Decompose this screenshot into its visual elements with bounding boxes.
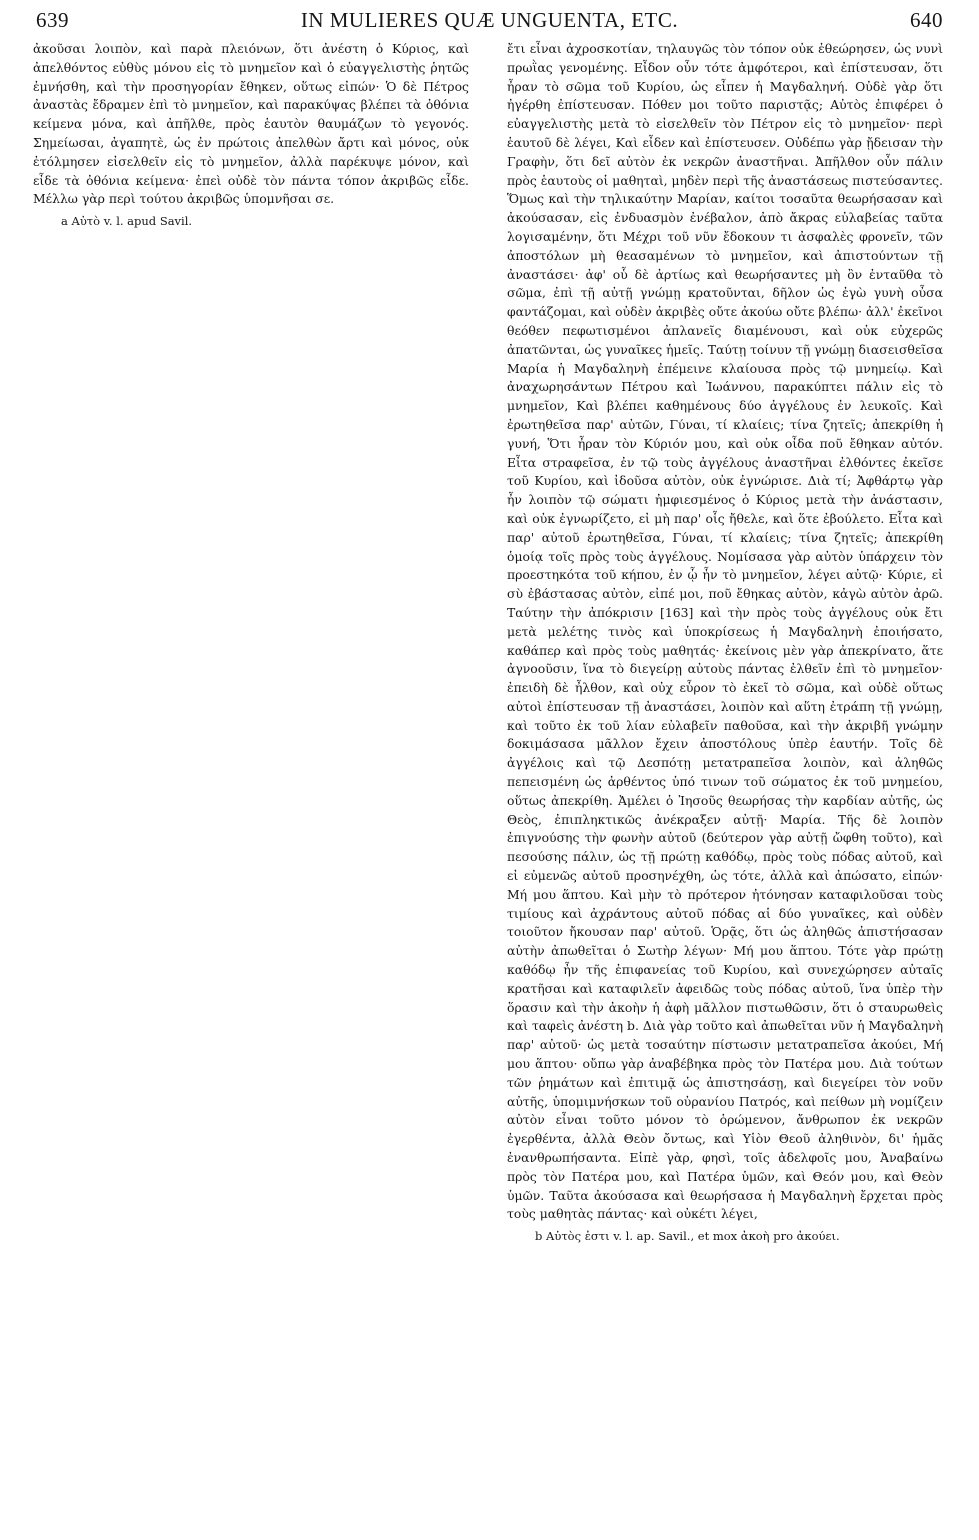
running-header: [36, 8, 943, 40]
paragraph: ἔτι εἶναι ἀχροσκοτίαν, τηλαυγῶς τὸν τόπον οὐκ ἐθεώρησεν, ὡς νυνὶ πρωῒας γενομένης. Εἶδον οὖν τότε ἀμφότεροι, καὶ ἐπίστευσαν, ὅτι ἦραν τὸ σῶμα τοῦ Κυρίου, ὡς εἶπεν ἡ Μαγδαληνή. Οὐδὲ γὰρ ὅτι ἠγέρθη ἐπίστευσαν. Πόθεν μοι τοῦτο παριστᾷς; Αὐτὸς ἐπιφέρει ὁ εὐαγγελιστὴς μετὰ τὸ εἰσελθεῖν τὸν Πέτρον εἰς τὸ μνημεῖον· περὶ ἑαυτοῦ δὲ λέγει, Καὶ εἶδεν καὶ ἐπίστευσεν. Οὐδέπω γὰρ ᾔδεισαν τὴν Γραφὴν, ὅτι δεῖ αὐτὸν ἐκ νεκρῶν ἀναστῆναι. Ἀπῆλθον οὖν πάλιν πρὸς ἑαυτοὺς οἱ μαθηταὶ, μηδὲν περὶ τῆς ἀναστάσεως πιστεύσαντες. Ὅμως καὶ τὴν τηλικαύτην Μαρίαν, καίτοι τοσαῦτα θεωρήσασαν καὶ ἀκούσασαν, εἰς ἐνδυασμὸν ἐνέβαλον, ἀπὸ ἄκρας εὐλαβείας ταῦτα λογισαμένην, ὅτι Μέχρι τοῦ νῦν ἔδοκουν τι ἀσφαλὲς φρονεῖν, τῶν ἀποστόλων μὴ θεασαμένων τὸ μνημεῖον, καὶ ἀπιστούντων τῇ ἀναστάσει· ἀφ' οὗ δὲ ἀρτίως καὶ θεωρήσαντες μὴ ὂν ἐνταῦθα τὸ σῶμα, ἐπὶ τῇ αὐτῇ γνώμῃ κρατοῦνται, δῆλον ὡς ἐγὼ γυνὴ οὖσα φαντάζομαι, καὶ οὐδὲν ἀκριβὲς οὔτε ἀκούω οὔτε βλέπω· ἀλλ' ἐκεῖνοι θεόθεν πεφωτισμένοι ἀπλανεῖς διαμένουσι, καὶ οὐκ εὐχερῶς ἀπατῶνται, ὡς γυναῖκες ἡμεῖς. Ταύτῃ τοίνυν τῇ γνώμῃ διασεισθεῖσα Μαρία ἡ Μαγδαληνὴ ἐπέμεινε κλαίουσα πρὸς τῷ μνημείῳ. Καὶ ἀναχωρησάντων Πέτρου καὶ Ἰωάννου, παρακύπτει πάλιν εἰς τὸ μνημεῖον, Καὶ βλέπει καθημένους δύο ἀγγέλους ἐν λευκοῖς. Καὶ ἐρωτηθεῖσα παρ' αὐτῶν, Γύναι, τί κλαίεις; τίνα ζητεῖς; ἀπεκρίθη ἡ γυνή, Ὅτι ἦραν τὸν Κύριόν μου, καὶ οὐκ οἶδα ποῦ ἔθηκαν αὐτόν. Εἶτα στραφεῖσα, ἐν τῷ τοὺς ἀγγέλους ἀναστῆναι ἐλθόντες ἐκεῖσε τοῦ Κυρίου, καὶ ἰδοῦσα αὐτὸν, οὐκ ἐγνώρισε. Διὰ τί; Ἀφθάρτῳ γὰρ ἦν λοιπὸν τῷ σώματι ἠμφιεσμένος ὁ Κύριος μετὰ τὴν ἀνάστασιν, καὶ οὐκ ἐγνωρίζετο, εἰ μὴ παρ' οἷς ἤθελε, καὶ ὅτε ἐβούλετο. Εἶτα καὶ παρ' αὐτοῦ ἐρωτηθεῖσα, Γύναι, τί κλαίεις; τίνα ζητεῖς; ἀπεκρίθη ὁμοίᾳ τοῖς πρὸς τοὺς ἀγγέλους. Νομίσασα γὰρ αὐτὸν ὑπάρχειν τὸν προεστηκότα τοῦ κήπου, ἐν ᾧ ἦν τὸ μνημεῖον, λέγει αὐτῷ· Κύριε, εἰ σὺ ἐβάστασας αὐτὸν, εἰπέ μοι, ποῦ ἔθηκας αὐτὸν, κἀγὼ αὐτὸν ἀρῶ. Ταύτην τὴν ἀπόκρισιν [163] καὶ τὴν πρὸς τοὺς ἀγγέλους οὐκ ἔτι μετὰ μελέτης τινὸς καὶ ὑποκρίσεως ἡ Μαγδαληνὴ ἐποιήσατο, καθάπερ καὶ πρὸς τοὺς μαθητάς· ἐκείνοις μὲν γὰρ ἀπεκρίνατο, ἅτε ἀγνοοῦσιν, ἵνα τὸ διεγείρῃ αὐτοὺς πάντας ἐλθεῖν ἐπὶ τὸ μνημεῖον· ἐπειδὴ δὲ ἦλθον, καὶ οὐχ εὗρον τὸ ἐκεῖ τὸ σῶμα, καὶ οὐδὲ οὕτως αὐτοὶ ἐπίστευσαν τῇ ἀναστάσει, λοιπὸν καὶ αὕτη ἐτράπη τῇ γνώμῃ, καὶ τοῦτο ἐκ τοῦ λίαν εὐλαβεῖν παθοῦσα, καὶ τὴν ἀκριβῆ γνώμην δοκιμάσασα μᾶλλον ἔχειν ἀποστόλους ὑπὲρ ἑαυτήν. Τοῖς δὲ ἀγγέλοις καὶ τῷ Δεσπότῃ μετατραπεῖσα λοιπὸν, καὶ ἀληθῶς πεπεισμένη ὡς ἀρθέντος ὑπό τινων τοῦ σώματος ἐκ τοῦ μνημείου, οὕτως ἀπεκρίθη. Ἀμέλει ὁ Ἰησοῦς θεωρήσας τὴν καρδίαν αὐτῆς, ὡς Θεὸς, ἐπιπληκτικῶς ἀνέκραξεν αὐτῇ· Μαρία. Τῆς δὲ λοιπὸν ἐπιγνούσης τὴν φωνὴν αὐτοῦ (δεύτερον γὰρ αὐτῇ ὤφθη τοῦτο), καὶ πεσούσης πάλιν, ὡς τῇ πρώτῃ καθόδῳ, πρὸς τοὺς πόδας αὐτοῦ, καὶ εἰ εὐμενῶς αὐτοῦ προσηνέχθη, ὡς τότε, ἀλλὰ καὶ ἀπώσατο, εἰπών· Μή μου ἅπτου. Καὶ μὴν τὸ πρότερον ἠτόνησαν καταφιλοῦσαι τοὺς τιμίους καὶ ἀχράντους αὐτοῦ πόδας αἱ δύο γυναῖκες, καὶ οὐδὲν τοιοῦτον ἤκουσαν παρ' αὐτοῦ. Ὁρᾷς, ὅτι ὡς ἀληθῶς ἀπιστήσασαν αὐτὴν ἀπωθεῖται ὁ Σωτὴρ λέγων· Μή μου ἅπτου. Τότε γὰρ πρώτῃ καθόδῳ ἦν τῆς ἐπιφανείας τοῦ Κυρίου, καὶ συνεχώρησεν αὐταῖς κρατῆσαι καὶ καταφιλεῖν ἀφειδῶς τοὺς πόδας αὐτοῦ, ἵνα ὑπὲρ τὴν ὅρασιν καὶ τὴν ἀκοὴν ἡ ἀφὴ μᾶλλον πιστωθῶσιν, ὅτι ὁ σταυρωθεὶς καὶ ταφεὶς ἀνέστη b. Διὰ γὰρ τοῦτο καὶ ἀπωθεῖται νῦν ἡ Μαγδαληνὴ παρ' αὐτοῦ· ὡς μετὰ τοσαύτην πίστωσιν μετατραπεῖσα ἀκούει, Μή μου ἅπτου· οὔπω γὰρ ἀναβέβηκα πρὸς τὸν Πατέρα μου. Διὰ τούτων τῶν ῥημάτων καὶ ἐπιτιμᾷ ὡς ἀπιστησάσῃ, καὶ διεγείρει τὸν νοῦν αὐτῆς, ὑπομιμνήσκων τοῦ οὐρανίου Πατρός, καὶ πείθων μὴ νομίζειν αὐτὸν εἶναι τοῦτο μόνον τὸ ὁρώμενον, ἄνθρωπον ἐκ νεκρῶν ἐγερθέντα, ἀλλὰ Θεὸν ὄντως, καὶ Υἱὸν Θεοῦ ἀληθινὸν, δι' ἡμᾶς ἐνανθρωπήσαντα. Εἰπὲ γὰρ, φησὶ, τοῖς ἀδελφοῖς μου, Ἀναβαίνω πρὸς τὸν Πατέρα μου, καὶ Πατέρα ὑμῶν, καὶ Θεόν μου, καὶ Θεὸν ὑμῶν. Ταῦτα ἀκούσασα καὶ θεωρήσασα ἡ Μαγδαληνὴ ἔρχεται πρὸς τοὺς μαθητὰς πάντας· καὶ οὐκέτι λέγει,: [507, 41, 943, 1222]
paragraph: ἀκοῦσαι λοιπὸν, καὶ παρὰ πλειόνων, ὅτι ἀνέστη ὁ Κύριος, καὶ ἀπελθόντος εὐθὺς μόνου εἰς τὸ μνημεῖον καὶ ὁ εὐαγγελιστὴς ῥητῶς ἐμνήσθη, καὶ τὴν προσηγορίαν ἔθηκεν, οὕτως εἰπών· Ὁ δὲ Πέτρος ἀναστὰς ἔδραμεν ἐπὶ τὸ μνημεῖον, καὶ παρακύψας βλέπει τὰ ὀθόνια κείμενα μόνα, καὶ ἀπῆλθε, πρὸς ἑαυτὸν θαυμάζων τὸ γεγονός. Σημείωσαι, ἀγαπητὲ, ὡς ἐν πρώτοις ἀπελθὼν ἄρτι καὶ μόνος, οὐκ ἐτόλμησεν εἰσελθεῖν εἰς τὸ μνημεῖον, ἀλλὰ παρέκυψε μόνον, καὶ εἶδε τὰ ὀθόνια κείμενα· ἐπεὶ οὐδὲ τὸν πάντα τόπον ἀκριβῶς εἶδε. Μέλλω γὰρ περὶ τούτου ἀκριβῶς ὑπομνῆσαι σε.: [33, 41, 469, 207]
column-number-right: 640: [910, 8, 943, 32]
left-column: [33, 40, 469, 1528]
footnote-b: b Αὐτὸς ἐστι v. l. ap. Savil., et mox ἀκοὴ pro ἀκούει.: [535, 1229, 840, 1244]
column-number-left: 639: [36, 8, 69, 32]
footnote-a: a Αὐτὸ v. l. apud Savil.: [61, 214, 193, 229]
right-column: [507, 40, 943, 1528]
running-title: IN MULIERES QUÆ UNGUENTA, ETC.: [300, 8, 679, 32]
